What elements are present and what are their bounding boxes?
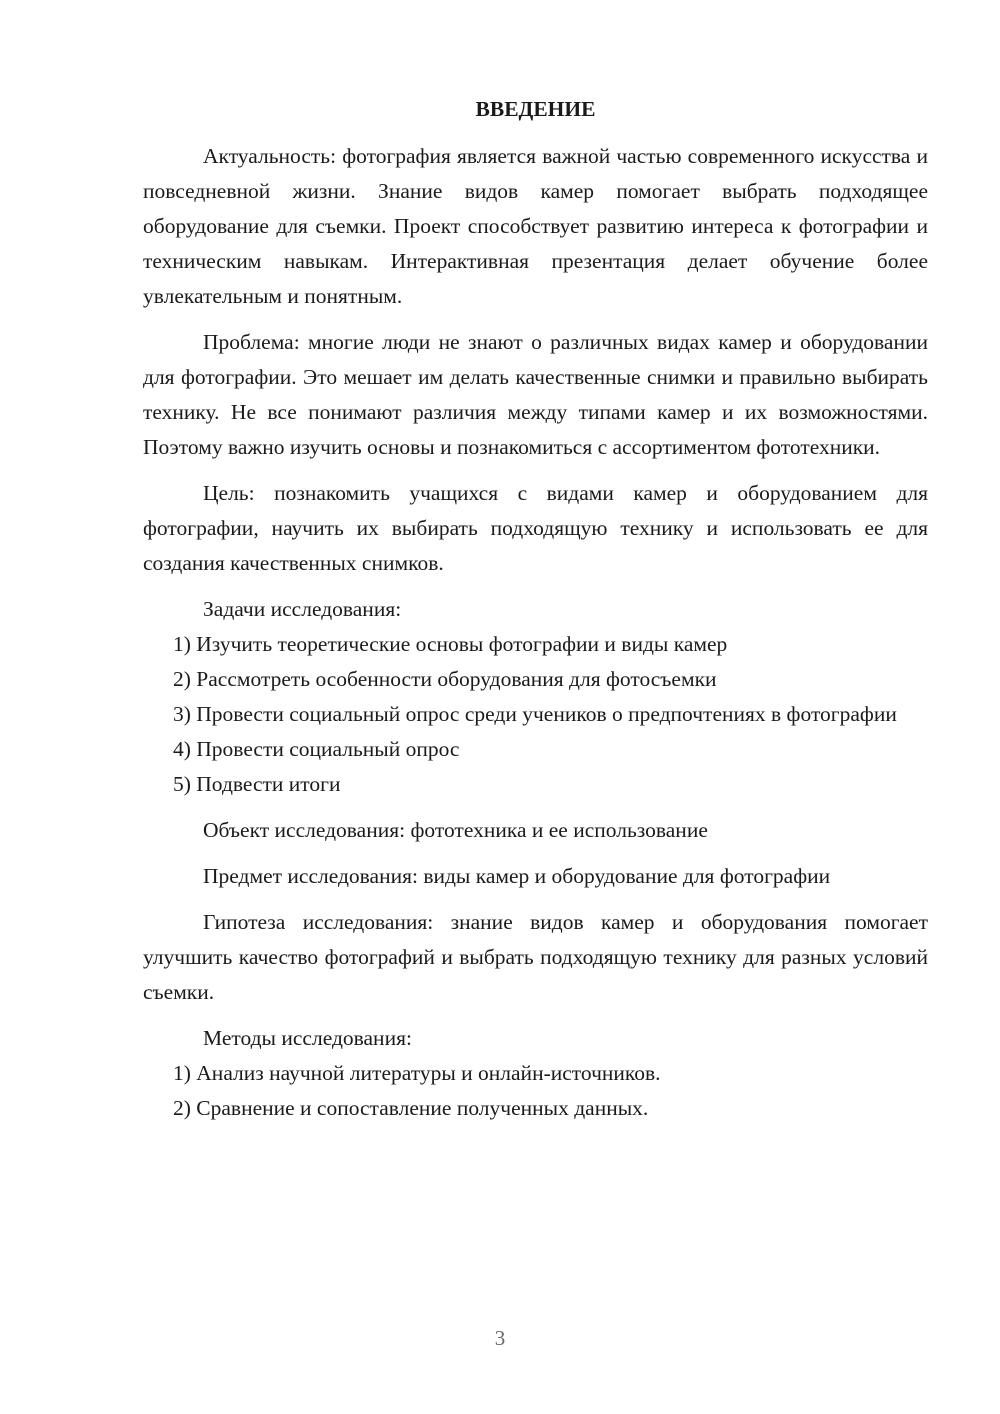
method-item-2: 2) Сравнение и сопоставление полученных данных. [173, 1096, 649, 1120]
problem-paragraph: Проблема: многие люди не знают о различных видах камер и оборудовании для фотографии. Это мешает им делать качественные снимки и правильно выбирать технику. Не все понимают различия между типами камер и их возможностями. Поэтому важно изучить основы и познакомиться с ассортиментом фототехники. [143, 330, 928, 459]
page-number: 3 [494, 1326, 506, 1350]
task-item-4: 4) Провести социальный опрос [173, 737, 460, 761]
hypothesis-paragraph: Гипотеза исследования: знание видов камер и оборудования помогает улучшить качество фотографий и выбрать подходящую технику для разных условий съемки. [143, 910, 928, 1004]
task-item-5: 5) Подвести итоги [173, 772, 341, 796]
subject-paragraph: Предмет исследования: виды камер и оборудование для фотографии [203, 864, 831, 888]
task-item-1: 1) Изучить теоретические основы фотографии и виды камер [173, 632, 728, 656]
task-item-3: 3) Провести социальный опрос среди учеников о предпочтениях в фотографии [173, 702, 897, 726]
methods-title: Методы исследования: [203, 1026, 412, 1050]
object-paragraph: Объект исследования: фототехника и ее использование [203, 818, 708, 842]
document-page [143, 92, 928, 1126]
task-item-2: 2) Рассмотреть особенности оборудования для фотосъемки [173, 667, 717, 691]
relevance-paragraph: Актуальность: фотография является важной частью современного искусства и повседневной жизни. Знание видов камер помогает выбрать подходящее оборудование для съемки. Проект способствует развитию интереса к фотографии и техническим навыкам. Интерактивная презентация делает обучение более увлекательным и понятным. [143, 144, 928, 308]
goal-paragraph: Цель: познакомить учащихся с видами камер и оборудованием для фотографии, научить их выбирать подходящую технику и использовать ее для создания качественных снимков. [143, 481, 928, 575]
section-heading: ВВЕДЕНИЕ [475, 97, 596, 121]
tasks-title: Задачи исследования: [203, 597, 402, 621]
method-item-1: 1) Анализ научной литературы и онлайн-источников. [173, 1061, 661, 1085]
